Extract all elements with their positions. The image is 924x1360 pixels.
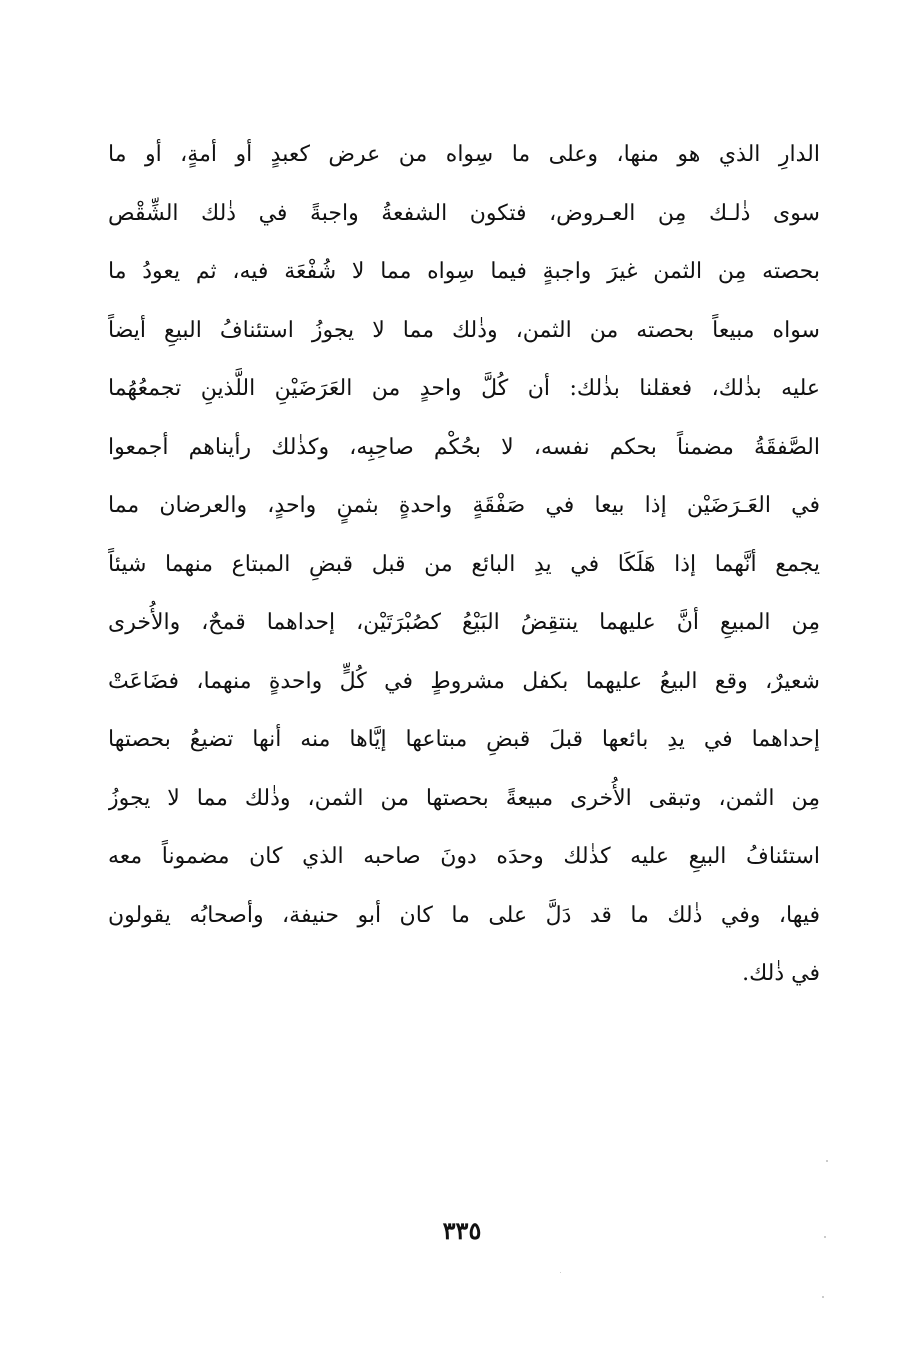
scan-speck — [822, 1296, 824, 1298]
text-line: يجمع أنَّهما إذا هَلَكَا في يدِ البائع من قبل قبضِ المبتاع منهما شيئاً — [108, 551, 820, 577]
text-line: فيها، وفي ذٰلك ما قد دَلَّ على ما كان أبو حنيفة، وأصحابُه يقولون — [108, 902, 820, 928]
text-line: سواه مبيعاً بحصته من الثمن، وذٰلك مما لا يجوزُ استئنافُ البيعِ أيضاً — [108, 317, 820, 343]
text-line: سوى ذٰلـك مِن العـروض، فتكون الشفعةُ واجبةً في ذٰلك الشِّقْص — [108, 200, 820, 226]
text-line: الدارِ الذي هو منها، وعلى ما سِواه من عرض كعبدٍ أو أمةٍ، أو ما — [108, 142, 820, 167]
text-line: إحداهما في يدِ بائعها قبلَ قبضِ مبتاعها إيَّاها منه أنها تضيعُ بحصتها — [108, 727, 820, 752]
text-line: شعيرٌ، وقع البيعُ عليهما بكفل مشروطٍ في كُلٍّ واحدةٍ منهما، فضَاعَتْ — [108, 668, 820, 694]
text-line: في العَـرَضَيْن إذا بيعا في صَفْقَةٍ واحدةٍ بثمنٍ واحدٍ، والعرضان مما — [108, 493, 820, 518]
body-text — [108, 126, 820, 1004]
scan-speck — [824, 1236, 826, 1238]
text-line: الصَّفقَةُ مضمناً بحكم نفسه، لا بحُكْم صاحِبِه، وكذٰلك رأيناهم أجمعوا — [108, 434, 820, 460]
text-line: بحصته مِن الثمن غيرَ واجبةٍ فيما سِواه مما لا شُفْعَة فيه، ثم يعودُ ما — [108, 259, 820, 284]
scan-speck — [826, 1160, 828, 1162]
page-number: ٣٣٥ — [442, 1216, 482, 1245]
text-line: مِن المبيعِ أنَّ عليهما ينتقِضُ البَيْعُ كصُبْرَتَيْن، إحداهما قمحٌ، والأُخرى — [108, 610, 820, 635]
text-line: مِن الثمن، وتبقى الأُخرى مبيعةً بحصتها من الثمن، وذٰلك مما لا يجوزُ — [108, 785, 820, 811]
text-line: عليه بذٰلك، فعقلنا بذٰلك: أن كُلَّ واحدٍ من العَرَضَيْنِ اللَّذينِ تجمعُهُما — [108, 376, 820, 401]
text-line-last: في ذٰلك. — [742, 961, 820, 986]
scan-speck — [560, 1272, 561, 1273]
text-line: استئنافُ البيعِ عليه كذٰلك وحدَه دونَ صاحبه الذي كان مضموناً معه — [108, 844, 820, 869]
